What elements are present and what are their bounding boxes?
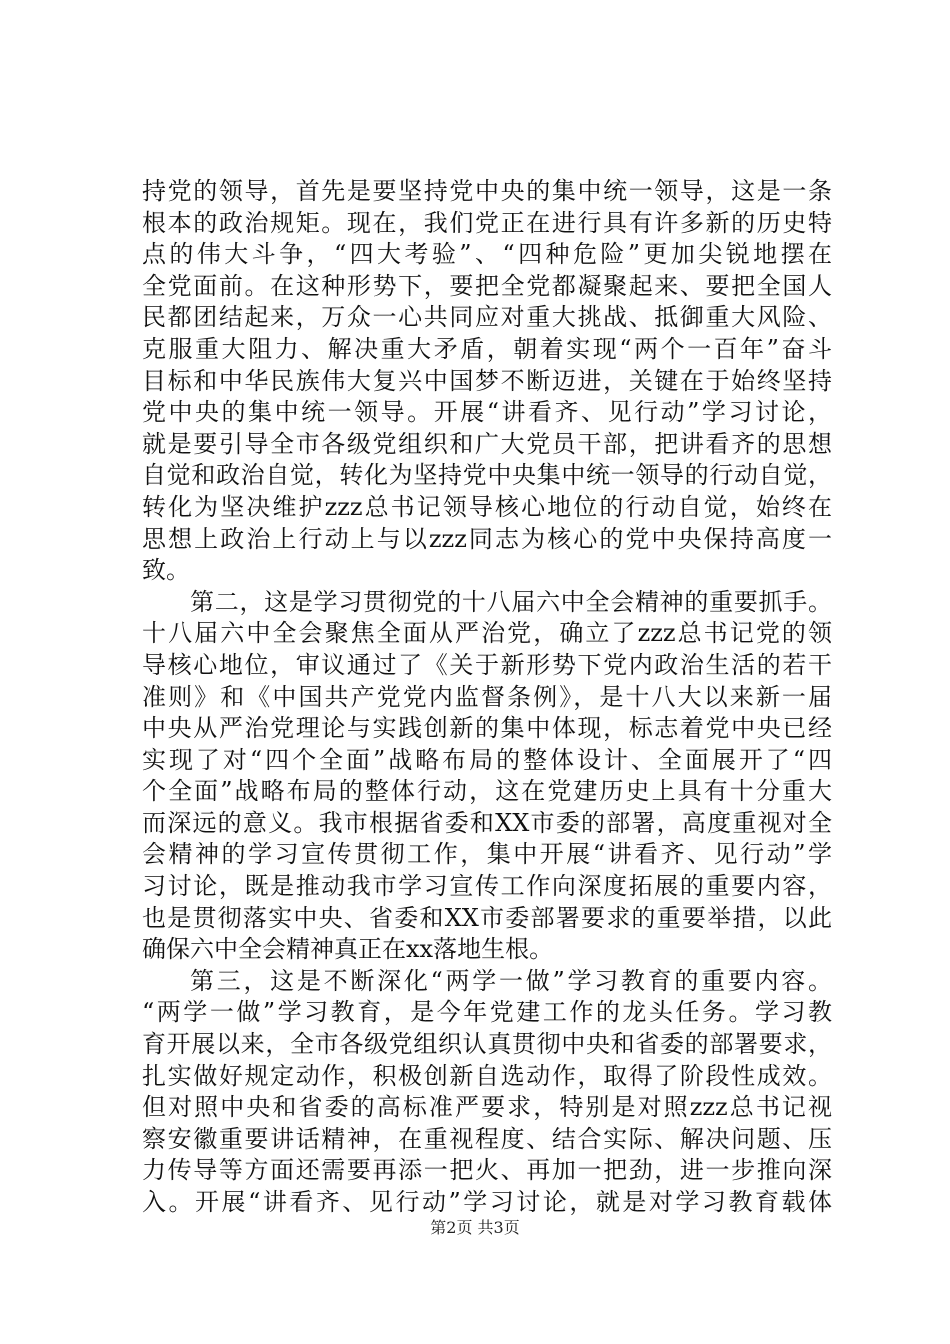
page-number-label: 第2页 共3页 — [430, 1218, 520, 1237]
paragraph-line: 思想上政治上行动上与以zzz同志为核心的党中央保持高度一 — [142, 524, 832, 553]
paragraph-line: 党中央的集中统一领导。开展“讲看齐、见行动”学习讨论， — [142, 398, 832, 427]
paragraph-line: 转化为坚决维护zzz总书记领导核心地位的行动自觉，始终在 — [142, 492, 832, 521]
paragraph-line: 会精神的学习宣传贯彻工作，集中开展“讲看齐、见行动”学 — [142, 840, 832, 869]
paragraph-line: 民都团结起来，万众一心共同应对重大挑战、抵御重大风险、 — [142, 303, 832, 332]
paragraph-line: 实现了对“四个全面”战略布局的整体设计、全面展开了“四 — [142, 745, 832, 774]
paragraph-line: 察安徽重要讲话精神，在重视程度、结合实际、解决问题、压 — [142, 1124, 832, 1153]
paragraph-line: 第二，这是学习贯彻党的十八届六中全会精神的重要抓手。 — [190, 587, 832, 616]
paragraph-line: 中央从严治党理论与实践创新的集中体现，标志着党中央已经 — [142, 714, 832, 743]
paragraph-line: 克服重大阻力、解决重大矛盾，朝着实现“两个一百年”奋斗 — [142, 334, 832, 363]
paragraph-line: “两学一做”学习教育，是今年党建工作的龙头任务。学习教 — [142, 998, 832, 1027]
paragraph-line: 导核心地位，审议通过了《关于新形势下党内政治生活的若干 — [142, 650, 832, 679]
paragraph-line: 自觉和政治自觉，转化为坚持党中央集中统一领导的行动自觉， — [142, 461, 832, 490]
paragraph-line: 而深远的意义。我市根据省委和XX市委的部署，高度重视对全 — [142, 808, 832, 837]
paragraph-line: 第三，这是不断深化“两学一做”学习教育的重要内容。 — [190, 966, 832, 995]
paragraph — [142, 176, 832, 587]
paragraph-line: 个全面”战略布局的整体行动，这在党建历史上具有十分重大 — [142, 777, 832, 806]
document-body — [142, 176, 832, 1219]
paragraph — [142, 587, 832, 966]
paragraph-line: 全党面前。在这种形势下，要把全党都凝聚起来、要把全国人 — [142, 271, 832, 300]
paragraph-line: 致。 — [142, 556, 190, 585]
paragraph — [142, 966, 832, 1219]
paragraph-line: 目标和中华民族伟大复兴中国梦不断迈进，关键在于始终坚持 — [142, 366, 832, 395]
paragraph-line: 也是贯彻落实中央、省委和XX市委部署要求的重要举措，以此 — [142, 903, 832, 932]
paragraph-line: 十八届六中全会聚焦全面从严治党，确立了zzz总书记党的领 — [142, 619, 832, 648]
paragraph-line: 确保六中全会精神真正在xx落地生根。 — [142, 935, 554, 964]
paragraph-line: 但对照中央和省委的高标准严要求，特别是对照zzz总书记视 — [142, 1093, 832, 1122]
paragraph-line: 准则》和《中国共产党党内监督条例》，是十八大以来新一届 — [142, 682, 832, 711]
paragraph-line: 入。开展“讲看齐、见行动”学习讨论，就是对学习教育载体 — [142, 1188, 832, 1216]
paragraph-line: 习讨论，既是推动我市学习宣传工作向深度拓展的重要内容， — [142, 872, 832, 901]
paragraph-line: 力传导等方面还需要再添一把火、再加一把劲，进一步推向深 — [142, 1156, 832, 1185]
paragraph-line: 扎实做好规定动作，积极创新自选动作，取得了阶段性成效。 — [142, 1061, 832, 1090]
paragraph-line: 持党的领导，首先是要坚持党中央的集中统一领导，这是一条 — [142, 177, 832, 205]
paragraph-line: 点的伟大斗争，“四大考验”、“四种危险”更加尖锐地摆在 — [142, 240, 832, 269]
paragraph-line: 育开展以来，全市各级党组织认真贯彻中央和省委的部署要求， — [142, 1030, 832, 1059]
paragraph-line: 根本的政治规矩。现在，我们党正在进行具有许多新的历史特 — [142, 208, 832, 237]
page-footer — [0, 1218, 950, 1238]
paragraph-line: 就是要引导全市各级党组织和广大党员干部，把讲看齐的思想 — [142, 429, 832, 458]
